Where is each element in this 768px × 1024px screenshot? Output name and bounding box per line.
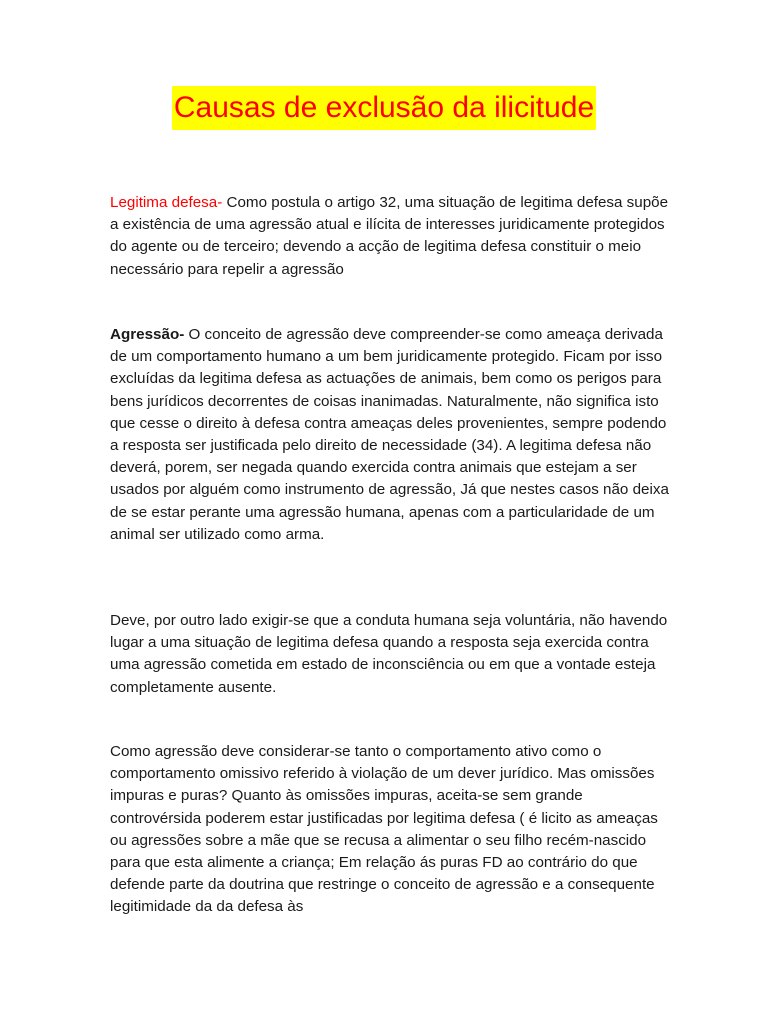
paragraph-comportamento-omissivo: Como agressão deve considerar-se tanto o comportamento ativo como o comportamento omissivo referido à violação de um dever jurídico. Mas omissões impuras e puras? Quanto às omissões impuras, aceita-se sem grande controvérsida poderem estar justificadas por legitima defesa ( é licito as ameaças ou agressões sobre a mãe que se recusa a alimentar o seu filho recém-nascido para que esta alimente a criança; Em relação ás puras FD ao contrário do que defende parte da doutrina que restringe o conceito de agressão e a consequente legitimidade da da defesa às [110, 743, 658, 916]
page-title: Causas de exclusão da ilicitude [172, 86, 596, 130]
paragraph-agressao [110, 324, 670, 546]
paragraph-text: Como postula o artigo 32, uma situação de legitima defesa supõe a existência de uma agressão atual e ilícita de interesses juridicamente protegidos do agente ou de terceiro; devendo a acção de legitima defesa constituir o meio necessário para repelir a agressão [110, 194, 669, 278]
term-legitima-defesa: Legitima defesa- [110, 194, 223, 211]
title-container [0, 86, 768, 130]
term-agressao: Agressão- [110, 326, 185, 343]
paragraph-text: O conceito de agressão deve compreender-se como ameaça derivada de um comportamento humano a um bem juridicamente protegido. Ficam por isso excluídas da legitima defesa as actuações de animais, bem como os perigos para bens jurídicos decorrentes de coisas inanimadas. Naturalmente, não significa isto que cesse o direito à defesa contra ameaças deles provenientes, sempre podendo a resposta ser justificada pelo direito de necessidade (34). A legitima defesa não deverá, porem, ser negada quando exercida contra animais que estejam a ser usados por alguém como instrumento de agressão, Já que nestes casos não deixa de se estar perante uma agressão humana, apenas com a particularidade de um animal ser utilizado como arma. [110, 326, 669, 543]
paragraph-legitima-defesa [110, 192, 670, 281]
paragraph-conduta-voluntaria: Deve, por outro lado exigir-se que a conduta humana seja voluntária, não havendo lugar a uma situação de legitima defesa quando a resposta seja exercida contra uma agressão cometida em estado de inconsciência ou em que a vontade esteja completamente ausente. [110, 612, 668, 696]
